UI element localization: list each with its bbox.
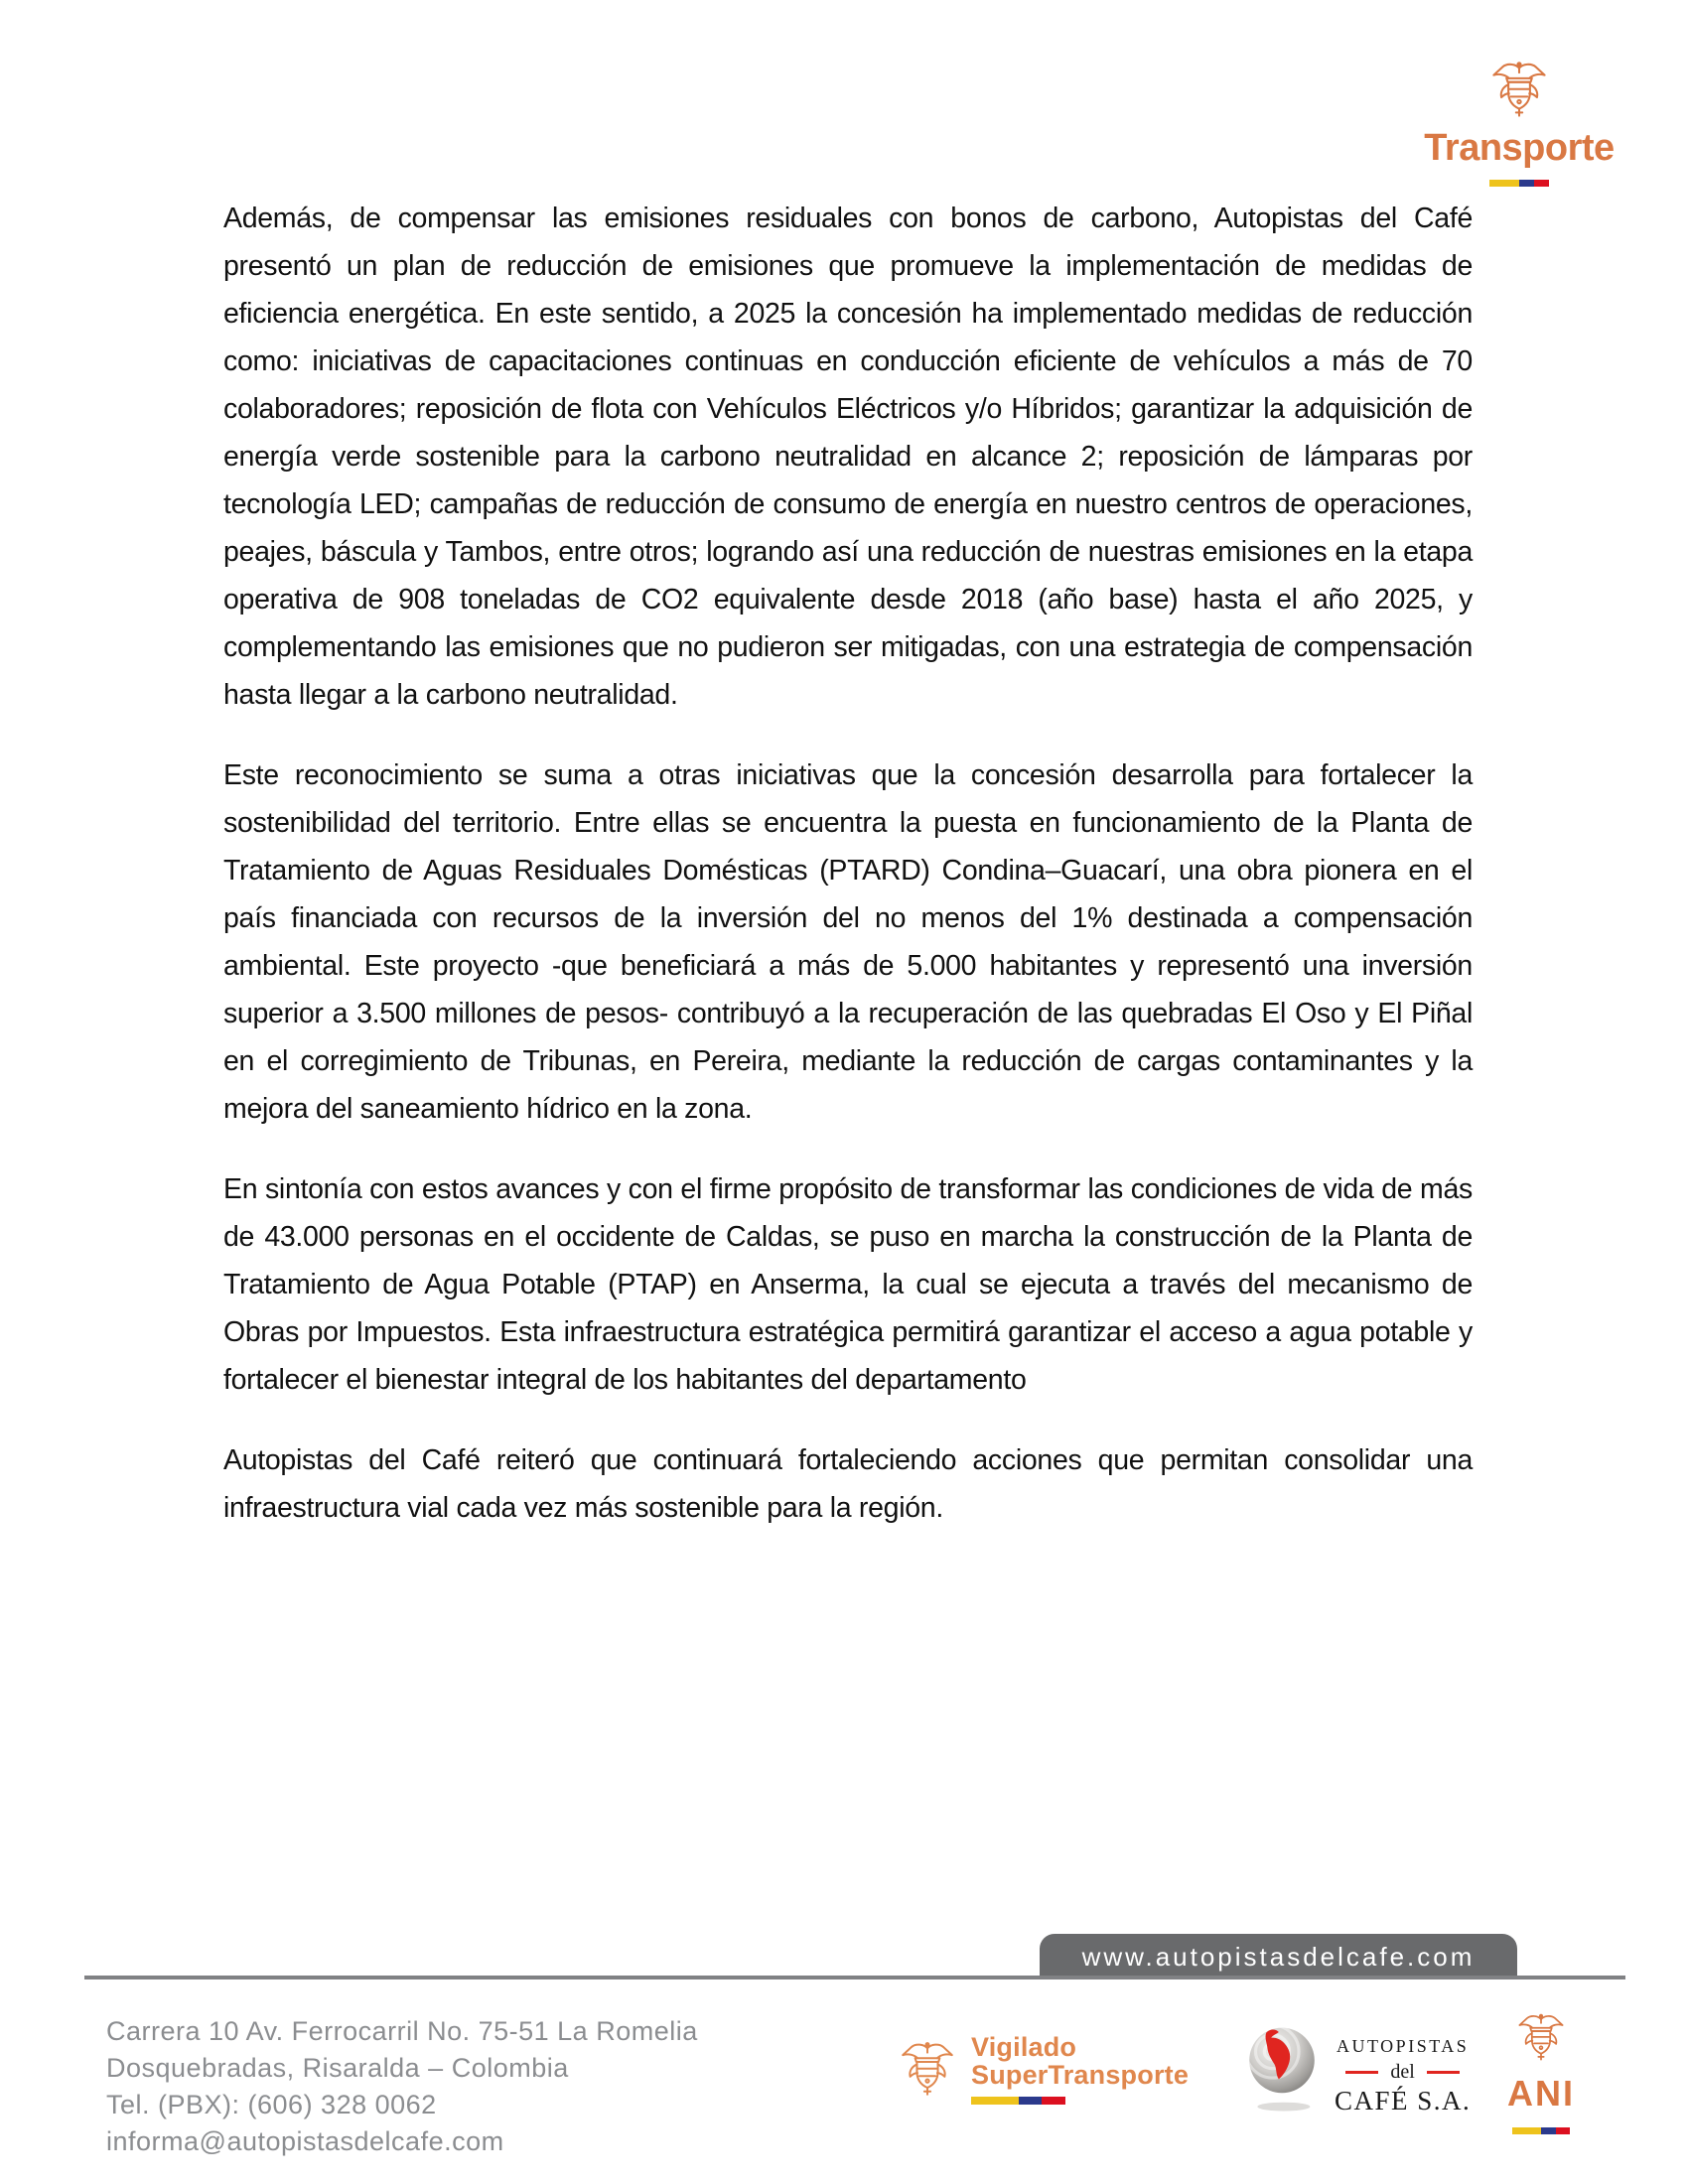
globe-americas-icon xyxy=(1241,2021,1323,2115)
autopistas-text xyxy=(1335,2037,1471,2115)
autopistas-line1: AUTOPISTAS xyxy=(1336,2036,1470,2056)
autopistas-line2: del xyxy=(1390,2061,1415,2083)
flag-red-segment xyxy=(1042,2097,1065,2105)
paragraph-ptard: Este reconocimiento se suma a otras iniciativas que la concesión desarrolla para fortalecer la sostenibilidad del territorio. Entre ellas se encuentra la puesta en funcionamiento de la Planta de Tratamiento de Aguas Residuales Domésticas (PTARD) Condina–Guacarí, una obra pionera en el país financiada con recursos de la inversión del no menos del 1% destinada a compensación ambiental. Este proyecto -que beneficiará a más de 5.000 habitantes y representó una inversión superior a 3.500 millones de pesos- contribuyó a la recuperación de las quebradas El Oso y El Piñal en el corregimiento de Tribunas, en Pereira, mediante la reducción de cargas contaminantes y la mejora del saneamiento hídrico en la zona. xyxy=(223,759,1473,1125)
vigilado-text xyxy=(971,2033,1189,2105)
paragraph-emissions-plan: Además, de compensar las emisiones residuales con bonos de carbono, Autopistas del Café presentó un plan de reducción de emisiones que promueve la implementación de medidas de eficiencia energética. En este sentido, a 2025 la concesión ha implementado medidas de reducción como: iniciativas de capacitaciones continuas en conducción eficiente de vehículos a más de 70 colaboradores; reposición de flota con Vehículos Eléctricos y/o Híbridos; garantizar la adquisición de energía verde sostenible para la carbono neutralidad en alcance 2; reposición de lámparas por tecnología LED; campañas de reducción de consumo de energía en nuestro centros de operaciones, peajes, báscula y Tambos, entre otros; logrando así una reducción de nuestras emisiones en la etapa operativa de 908 toneladas de CO2 equivalente desde 2018 (año base) hasta el año 2025, y complementando las emisiones que no pudieron ser mitigadas, con una estrategia de compensación hasta llegar a la carbono neutralidad. xyxy=(223,203,1473,711)
flag-blue-segment xyxy=(1541,2127,1556,2134)
contact-address-line1: Carrera 10 Av. Ferrocarril No. 75-51 La Romelia xyxy=(106,2016,698,2046)
contact-address-line2: Dosquebradas, Risaralda – Colombia xyxy=(106,2053,569,2083)
ani-wordmark: ANI xyxy=(1507,2073,1575,2114)
footer-divider xyxy=(84,1976,1625,1979)
red-rule-left xyxy=(1345,2071,1378,2074)
vigilado-supertransporte-logo xyxy=(897,2033,1189,2105)
transporte-logo xyxy=(1414,58,1624,187)
document-body xyxy=(223,195,1473,1532)
autopistas-del-row xyxy=(1345,2062,1459,2082)
autopistas-del-cafe-logo xyxy=(1241,2021,1471,2115)
flag-yellow-segment xyxy=(1489,180,1519,187)
flag-red-segment xyxy=(1556,2127,1571,2134)
contact-email: informa@autopistasdelcafe.com xyxy=(106,2126,504,2156)
ani-logo xyxy=(1497,2007,1585,2134)
colombia-flag-bar xyxy=(1489,180,1549,187)
flag-red-segment xyxy=(1534,180,1549,187)
flag-yellow-segment xyxy=(1512,2127,1541,2134)
website-banner: www.autopistasdelcafe.com xyxy=(1040,1934,1517,1979)
colombia-coat-of-arms-icon xyxy=(897,2035,958,2105)
paragraph-ptap: En sintonía con estos avances y con el firme propósito de transformar las condiciones de vida de más de 43.000 personas en el occidente de Caldas, se puso en marcha la construcción de la Planta de Tratamiento de Agua Potable (PTAP) en Anserma, la cual se ejecuta a través del mecanismo de Obras por Impuestos. Esta infraestructura estratégica permitirá garantizar el acceso a agua potable y fortalecer el bienestar integral de los habitantes del departamento xyxy=(223,1173,1473,1396)
autopistas-line3: CAFÉ S.A. xyxy=(1335,2086,1472,2116)
colombia-coat-of-arms-icon xyxy=(1514,2007,1568,2069)
contact-info xyxy=(106,2013,698,2160)
vigilado-line1: Vigilado xyxy=(971,2032,1077,2062)
colombia-coat-of-arms-icon xyxy=(1487,58,1551,123)
flag-blue-segment xyxy=(1019,2097,1043,2105)
vigilado-line2: SuperTransporte xyxy=(971,2060,1190,2090)
contact-phone: Tel. (PBX): (606) 328 0062 xyxy=(106,2090,437,2119)
colombia-flag-bar xyxy=(1512,2127,1570,2134)
paragraph-closing: Autopistas del Café reiteró que continuará fortaleciendo acciones que permitan consolidar una infraestructura vial cada vez más sostenible para la región. xyxy=(223,1444,1473,1524)
brand-wordmark: Transporte xyxy=(1424,127,1615,169)
flag-yellow-segment xyxy=(971,2097,1019,2105)
flag-blue-segment xyxy=(1519,180,1534,187)
colombia-flag-bar xyxy=(971,2097,1065,2105)
red-rule-right xyxy=(1427,2071,1460,2074)
